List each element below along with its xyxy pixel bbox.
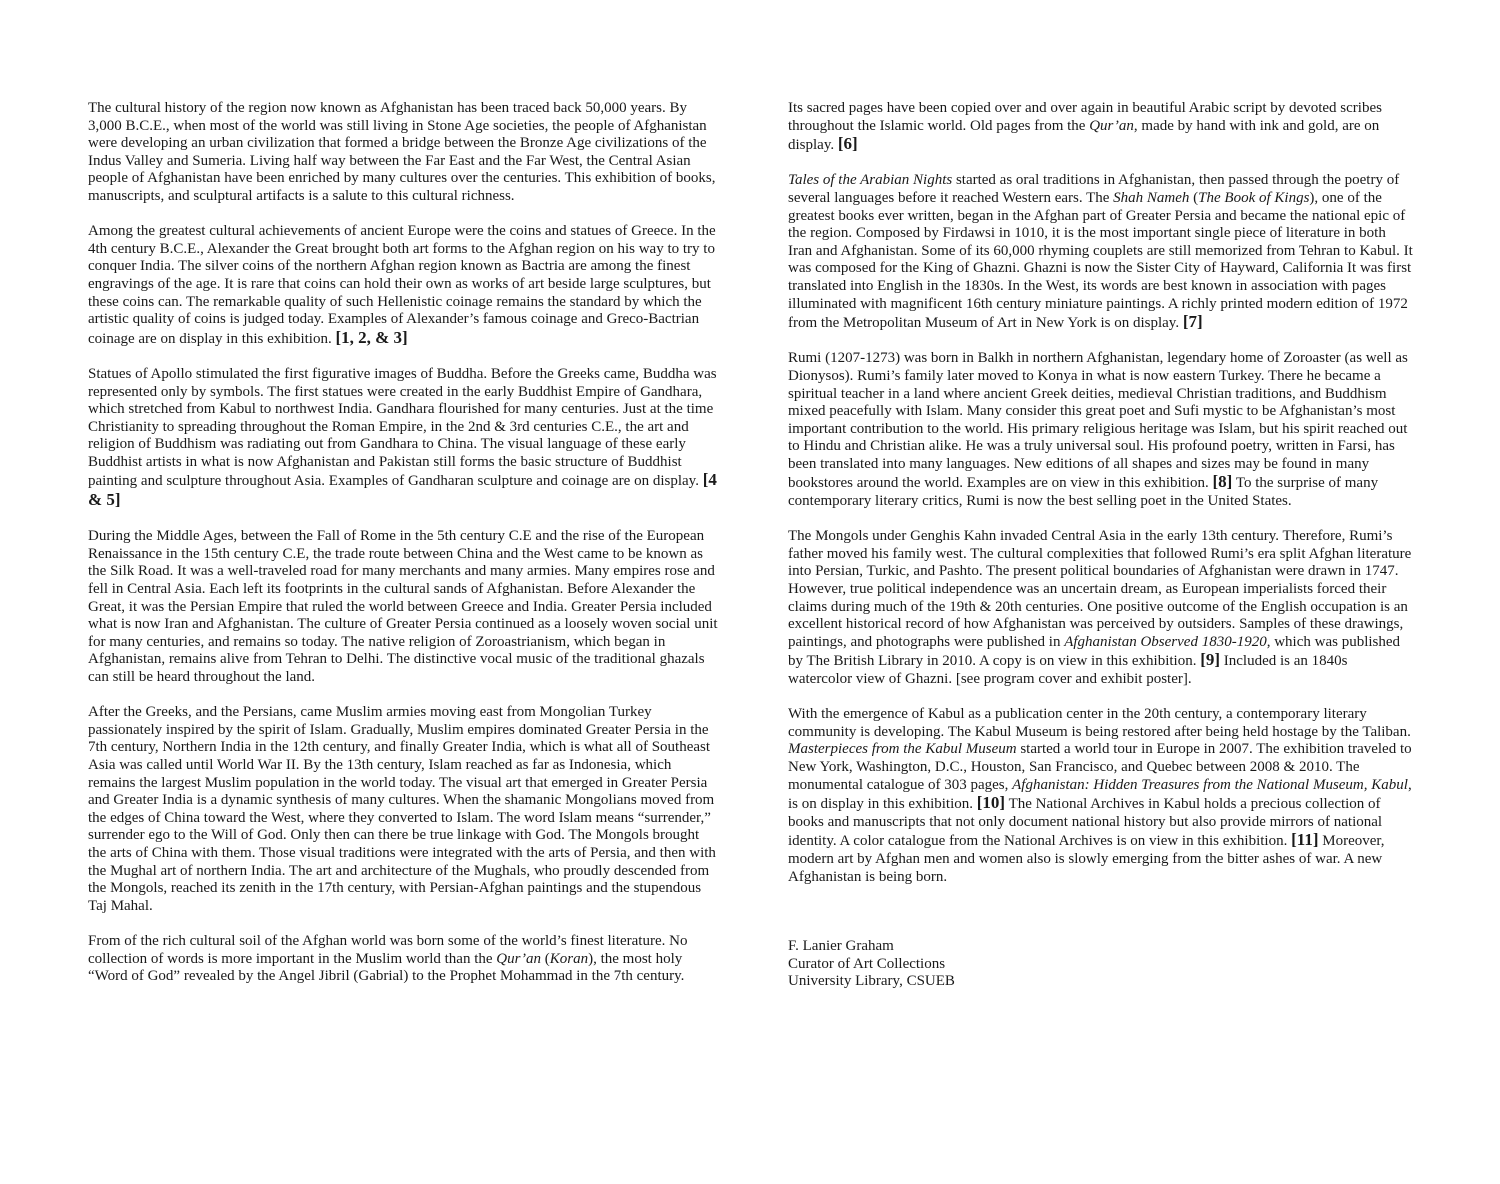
italic-title: Afghanistan: Hidden Treasures from the National Museum, Kabul xyxy=(1012,776,1408,793)
paragraph-text: Statues of Apollo stimulated the first figurative images of Buddha. Before the Greeks came, Buddha was represented only by symbols. The first statues were created in the early Buddhist Empire of Gandhara, which stretched from Kabul to northwest India. Gandhara flourished for many centuries. Just at the time Christianity to spreading throughout the Roman Empire, in the 2nd & 3rd centuries C.E., the art and religion of Buddhism was radiating out from Gandhara to China. The visual language of these early Buddhist artists in what is now Afghanistan and Pakistan still forms the basic structure of Buddhist painting and sculpture throughout Asia. Examples of Gandharan sculpture and coinage are on display. xyxy=(88,365,717,490)
left-column xyxy=(88,100,718,1003)
signature-name: F. Lanier Graham xyxy=(788,938,894,955)
paragraph-text: From of the rich cultural soil of the Afghan world was born some of the world’s finest literature. No collection of words is more important in the Muslim world than the xyxy=(88,932,688,967)
paragraph-text: Among the greatest cultural achievements of ancient Europe were the coins and statues of Greece. In the 4th century B.C.E., Alexander the Great brought both art forms to the Afghan region on his way to try to conquer India. The silver coins of the northern Afghan region known as Bactria are among the finest engravings of the age. It is rare that coins can hold their own as works of art beside large sculptures, but these coins can. The remarkable quality of such Hellenistic coinage remains the standard by which the artistic quality of coins is judged today. Examples of Alexander’s famous coinage and Greco-Bactrian coinage are on display in this exhibition. xyxy=(88,223,716,347)
paragraph-text: ( xyxy=(1189,189,1199,206)
italic-title: The Book of Kings xyxy=(1198,189,1310,206)
signature-affiliation: University Library, CSUEB xyxy=(788,973,955,990)
paragraph-text: , made by hand with ink and gold, are on display. xyxy=(788,117,1380,154)
left-paragraph-1 xyxy=(88,100,718,206)
reference-marker: [11] xyxy=(1291,830,1319,850)
right-paragraph-1 xyxy=(788,100,1413,155)
paragraph-text: ), the most holy “Word of God” revealed by the Angel Jibril (Gabrial) to the Prophet Mohammad in the 7th century. xyxy=(88,950,685,985)
reference-marker: [8] xyxy=(1212,472,1233,492)
left-paragraph-5 xyxy=(88,704,718,915)
signature-block xyxy=(788,938,1413,991)
paragraph-text: Its sacred pages have been copied over and over again in beautiful Arabic script by devoted scribes throughout the Islamic world. Old pages from the xyxy=(788,100,1382,134)
reference-marker: [7] xyxy=(1182,312,1203,332)
paragraph-text: Moreover, modern art by Afghan men and women also is slowly emerging from the bitter ashes of war. A new Afghanistan is being born. xyxy=(788,833,1385,885)
reference-marker: [1, 2, & 3] xyxy=(335,327,408,347)
italic-title: Qur’an xyxy=(1089,117,1134,134)
italic-title: Masterpieces from the Kabul Museum xyxy=(788,741,1017,758)
paragraph-text: started as oral traditions in Afghanistan, then passed through the poetry of several languages before it reached Western ears. The xyxy=(788,172,1400,206)
right-paragraph-4 xyxy=(788,528,1413,688)
right-paragraph-2 xyxy=(788,172,1413,332)
paragraph-text: , is on display in this exhibition. xyxy=(788,776,1412,813)
reference-marker: [9] xyxy=(1200,650,1221,670)
signature-title: Curator of Art Collections xyxy=(788,955,946,972)
reference-marker: [4 & 5] xyxy=(88,470,717,510)
paragraph-text: started a world tour in Europe in 2007. The exhibition traveled to New York, Washington, D.C., Houston, San Francisco, and Quebec between 2008 & 2010. The monumental catalogue of 303 pages, xyxy=(788,741,1412,793)
italic-title: Koran xyxy=(549,950,589,967)
paragraph-text: During the Middle Ages, between the Fall of Rome in the 5th century C.E and the rise of the European Renaissance in the 15th century C.E, the trade route between China and the West came to be known as the Silk Road. It was a well-traveled road for many merchants and many armies. Many empires rose and fell in Central Asia. Each left its footprints in the cultural sands of Afghanistan. Before Alexander the Great, it was the Persian Empire that ruled the world between Greece and India. Greater Persia included what is now Iran and Afghanistan. The culture of Greater Persia continued as a loosely woven social unit for many centuries, and remains so today. The native religion of Zoroastrianism, which began in Afghanistan, remains alive from Tehran to Delhi. The distinctive vocal music of the traditional ghazals can still be heard throughout the land. xyxy=(88,528,718,685)
paragraph-text: ( xyxy=(541,950,550,967)
reference-marker: [6] xyxy=(837,134,858,154)
right-paragraph-3 xyxy=(788,350,1413,510)
paragraph-text: The cultural history of the region now known as Afghanistan has been traced back 50,000 years. By 3,000 B.C.E., when most of the world was still living in Stone Age societies, the people of Afghanistan were developing an urban civilization that formed a bridge between the Bronze Age civilizations of the Indus Valley and Sumeria. Living half way between the Far East and the Far West, the Central Asian people of Afghanistan have been enriched by many cultures over the centuries. This exhibition of books, manuscripts, and sculptural artifacts is a salute to this cultural richness. xyxy=(88,100,716,204)
paragraph-text: To the surprise of many contemporary literary critics, Rumi is now the best selling poet in the United States. xyxy=(788,475,1379,510)
right-column xyxy=(788,100,1413,991)
left-paragraph-4 xyxy=(88,528,718,686)
right-paragraph-5 xyxy=(788,706,1413,886)
italic-title: Tales of the Arabian Nights xyxy=(788,172,953,189)
paragraph-text: Included is an 1840s watercolor view of Ghazni. [see program cover and exhibit poster]. xyxy=(788,653,1348,687)
paragraph-text: , which was published by The British Library in 2010. A copy is on view in this exhibition. xyxy=(788,633,1401,670)
left-paragraph-2 xyxy=(88,223,718,348)
reference-marker: [10] xyxy=(976,793,1006,813)
paragraph-text: ), one of the greatest books ever written, began in the Afghan part of Greater Persia and became the national epic of the region. Composed by Firdawsi in 1010, it is the most important single piece of literature in both Iran and Afghanistan. Some of its 60,000 rhyming couplets are still memorized from Tehran to Kabul. It was composed for the King of Ghazni. Ghazni is now the Sister City of Hayward, California It was first translated into English in the 1830s. In the West, its words are best known in association with pages illuminated with magnificent 16th century miniature paintings. A richly printed modern edition of 1972 from the Metropolitan Museum of Art in New York is on display. xyxy=(788,189,1413,332)
left-paragraph-6 xyxy=(88,933,718,986)
italic-title: Shah Nameh xyxy=(1113,189,1190,206)
right-paragraphs xyxy=(788,100,1413,886)
paragraph-text: The National Archives in Kabul holds a precious collection of books and manuscripts that not only document national history but also provide mirrors of national identity. A color catalogue from the National Archives is on view in this exhibition. xyxy=(788,796,1383,850)
italic-title: Afghanistan Observed 1830-1920 xyxy=(1064,633,1267,650)
left-paragraph-3 xyxy=(88,366,718,511)
paragraph-text: With the emergence of Kabul as a publication center in the 20th century, a contemporary literary community is developing. The Kabul Museum is being restored after being held hostage by the Taliban. xyxy=(788,706,1411,740)
paragraph-text: Rumi (1207-1273) was born in Balkh in northern Afghanistan, legendary home of Zoroaster (as well as Dionysos). Rumi’s family later moved to Konya in what is now eastern Turkey. There he became a spiritual teacher in a land where ancient Greek deities, medieval Christian traditions, and Buddhism mixed peacefully with Islam. Many consider this great poet and Sufi mystic to be Afghanistan’s most important contribution to the world. His primary religious heritage was Islam, but his spirit reached out to Hindu and Christian alike. He was a truly universal soul. His profound poetry, written in Farsi, has been translated into many languages. New editions of all shapes and sizes may be found in many bookstores around the world. Examples are on view in this exhibition. xyxy=(788,350,1408,492)
italic-title: Qur’an xyxy=(496,950,542,967)
paragraph-text: The Mongols under Genghis Kahn invaded Central Asia in the early 13th century. Therefore, Rumi’s father moved his family west. The cultural complexities that followed Rumi’s era split Afghan literature into Persian, Turkic, and Pashto. The present political boundaries of Afghanistan were drawn in 1747. However, true political independence was an uncertain dream, as European imperialists forced their claims during much of the 19th & 20th centuries. One positive outcome of the English occupation is an excellent historical record of how Afghanistan was perceived by outsiders. Samples of these drawings, paintings, and photographs were published in xyxy=(788,528,1412,650)
paragraph-text: After the Greeks, and the Persians, came Muslim armies moving east from Mongolian Turkey passionately inspired by the spirit of Islam. Gradually, Muslim empires dominated Greater Persia in the 7th century, Northern India in the 12th century, and finally Greater India, which is what all of Southeast Asia was called until World War II. By the 13th century, Islam reached as far as Indonesia, which remains the largest Muslim population in the world today. The visual art that emerged in Greater Persia and Greater India is a dynamic synthesis of many cultures. When the shamanic Mongolians moved from the edges of China toward the West, where they converted to Islam. The word Islam means “surrender,” surrender ego to the Will of God. Only then can there be true linkage with God. The Mongols brought the arts of China with them. Those visual traditions were integrated with the arts of Persia, and then with the Mughal art of northern India. The art and architecture of the Mughals, who proudly descended from the Mongols, reached its zenith in the 17th century, with Persian-Afghan paintings and the stupendous Taj Mahal. xyxy=(88,704,716,914)
